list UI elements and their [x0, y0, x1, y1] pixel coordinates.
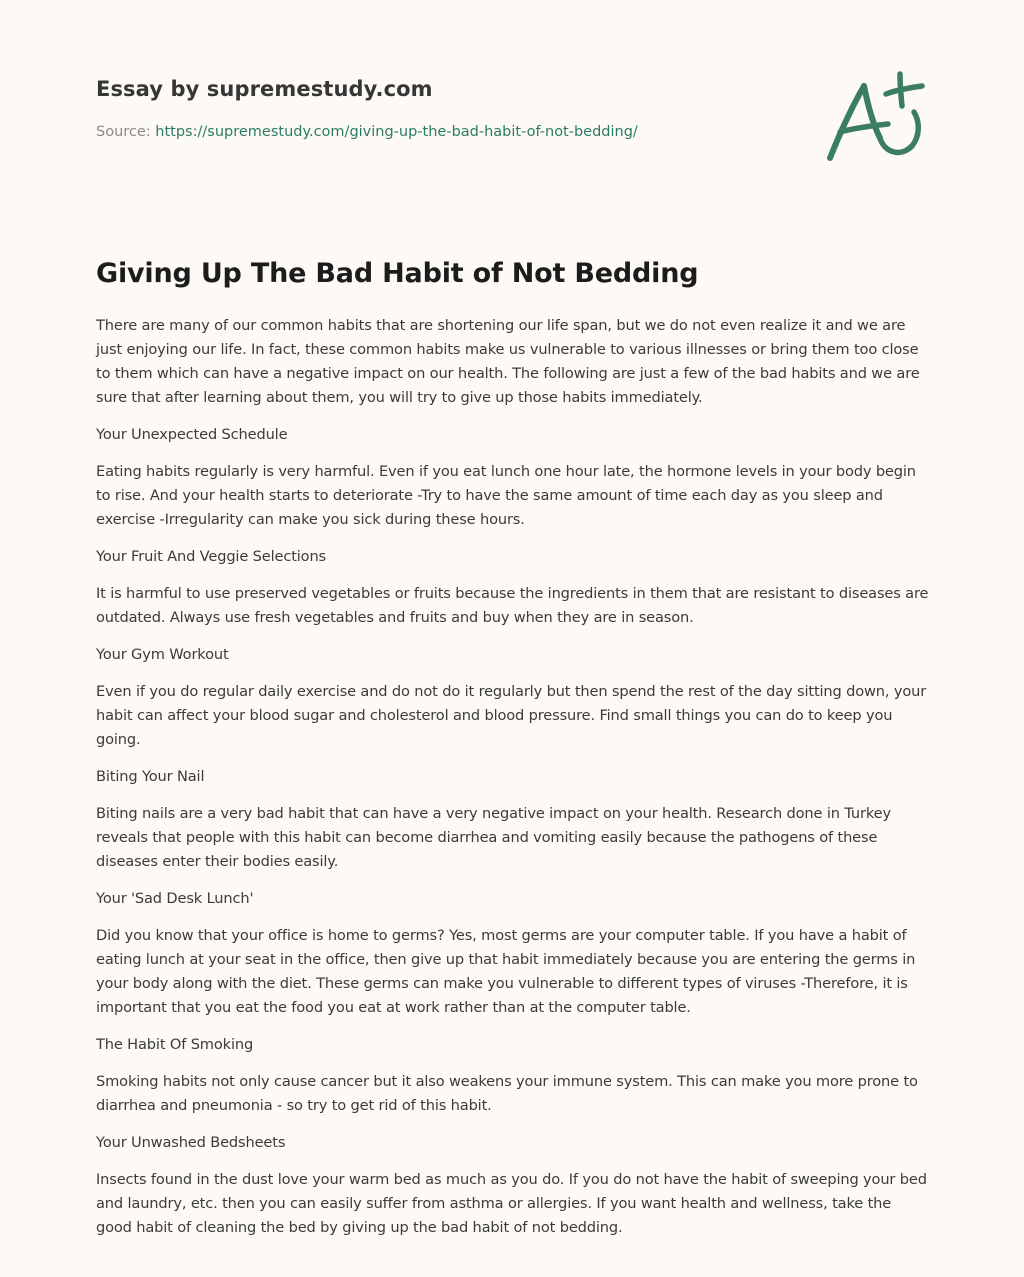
section-body: Eating habits regularly is very harmful. Even if you eat lunch one hour late, the hormone levels in your body begin to rise. And your health starts to deteriorate -Try to have the same amount of time each day as you sleep and exercise -Irregularity can make you sick during these hours. — [96, 463, 916, 528]
section-body: Insects found in the dust love your warm bed as much as you do. If you do not have the habit of sweeping your bed and laundry, etc. then you can easily suffer from asthma or allergies. If you want health and wellness, take the good habit of cleaning the bed by giving up the bad habit of not bedding. — [96, 1171, 927, 1236]
section-heading: Biting Your Nail — [96, 768, 205, 785]
section-heading: Your Unwashed Bedsheets — [96, 1134, 286, 1151]
section-heading: Your Fruit And Veggie Selections — [96, 548, 327, 565]
section-heading: Your Unexpected Schedule — [96, 426, 288, 443]
section-heading: Your 'Sad Desk Lunch' — [96, 890, 254, 907]
section-body: Biting nails are a very bad habit that can have a very negative impact on your health. Research done in Turkey reveals that people with this habit can become diarrhea and vomiting easily because the pathogens of these diseases enter their bodies easily. — [96, 805, 891, 870]
intro-paragraph: There are many of our common habits that are shortening our life span, but we do not even realize it and we are just enjoying our life. In fact, these common habits make us vulnerable to various illnesses or bring them too close to them which can have a negative impact on our health. The following are just a few of the bad habits and we are sure that after learning about them, you will try to give up those habits immediately. — [96, 317, 920, 406]
section-body: Smoking habits not only cause cancer but it also weakens your immune system. This can make you more prone to diarrhea and pneumonia - so try to get rid of this habit. — [96, 1073, 918, 1114]
page-header — [96, 74, 936, 142]
source-link[interactable]: https://supremestudy.com/giving-up-the-bad-habit-of-not-bedding/ — [155, 124, 638, 140]
section-heading: Your Gym Workout — [96, 646, 229, 663]
source-label: Source: — [96, 124, 151, 140]
section-body: It is harmful to use preserved vegetables or fruits because the ingredients in them that are resistant to diseases are outdated. Always use fresh vegetables and fruits and buy when they are in season. — [96, 585, 929, 626]
source-line — [96, 122, 936, 142]
section-heading: The Habit Of Smoking — [96, 1036, 254, 1053]
site-title: Essay by supremestudy.com — [96, 77, 433, 101]
section-body: Even if you do regular daily exercise and do not do it regularly but then spend the rest of the day sitting down, your habit can affect your blood sugar and cholesterol and blood pressure. Find small things you can do to keep you going. — [96, 683, 927, 748]
essay-title: Giving Up The Bad Habit of Not Bedding — [96, 258, 699, 289]
section-body: Did you know that your office is home to germs? Yes, most germs are your computer table. If you have a habit of eating lunch at your seat in the office, then give up that habit immediately because you are entering the germs in your body along with the diet. These germs can make you vulnerable to different types of viruses -Therefore, it is important that you eat the food you eat at work rather than at the computer table. — [96, 927, 916, 1016]
a-plus-grade-icon — [818, 66, 930, 166]
essay-content — [96, 254, 930, 1253]
